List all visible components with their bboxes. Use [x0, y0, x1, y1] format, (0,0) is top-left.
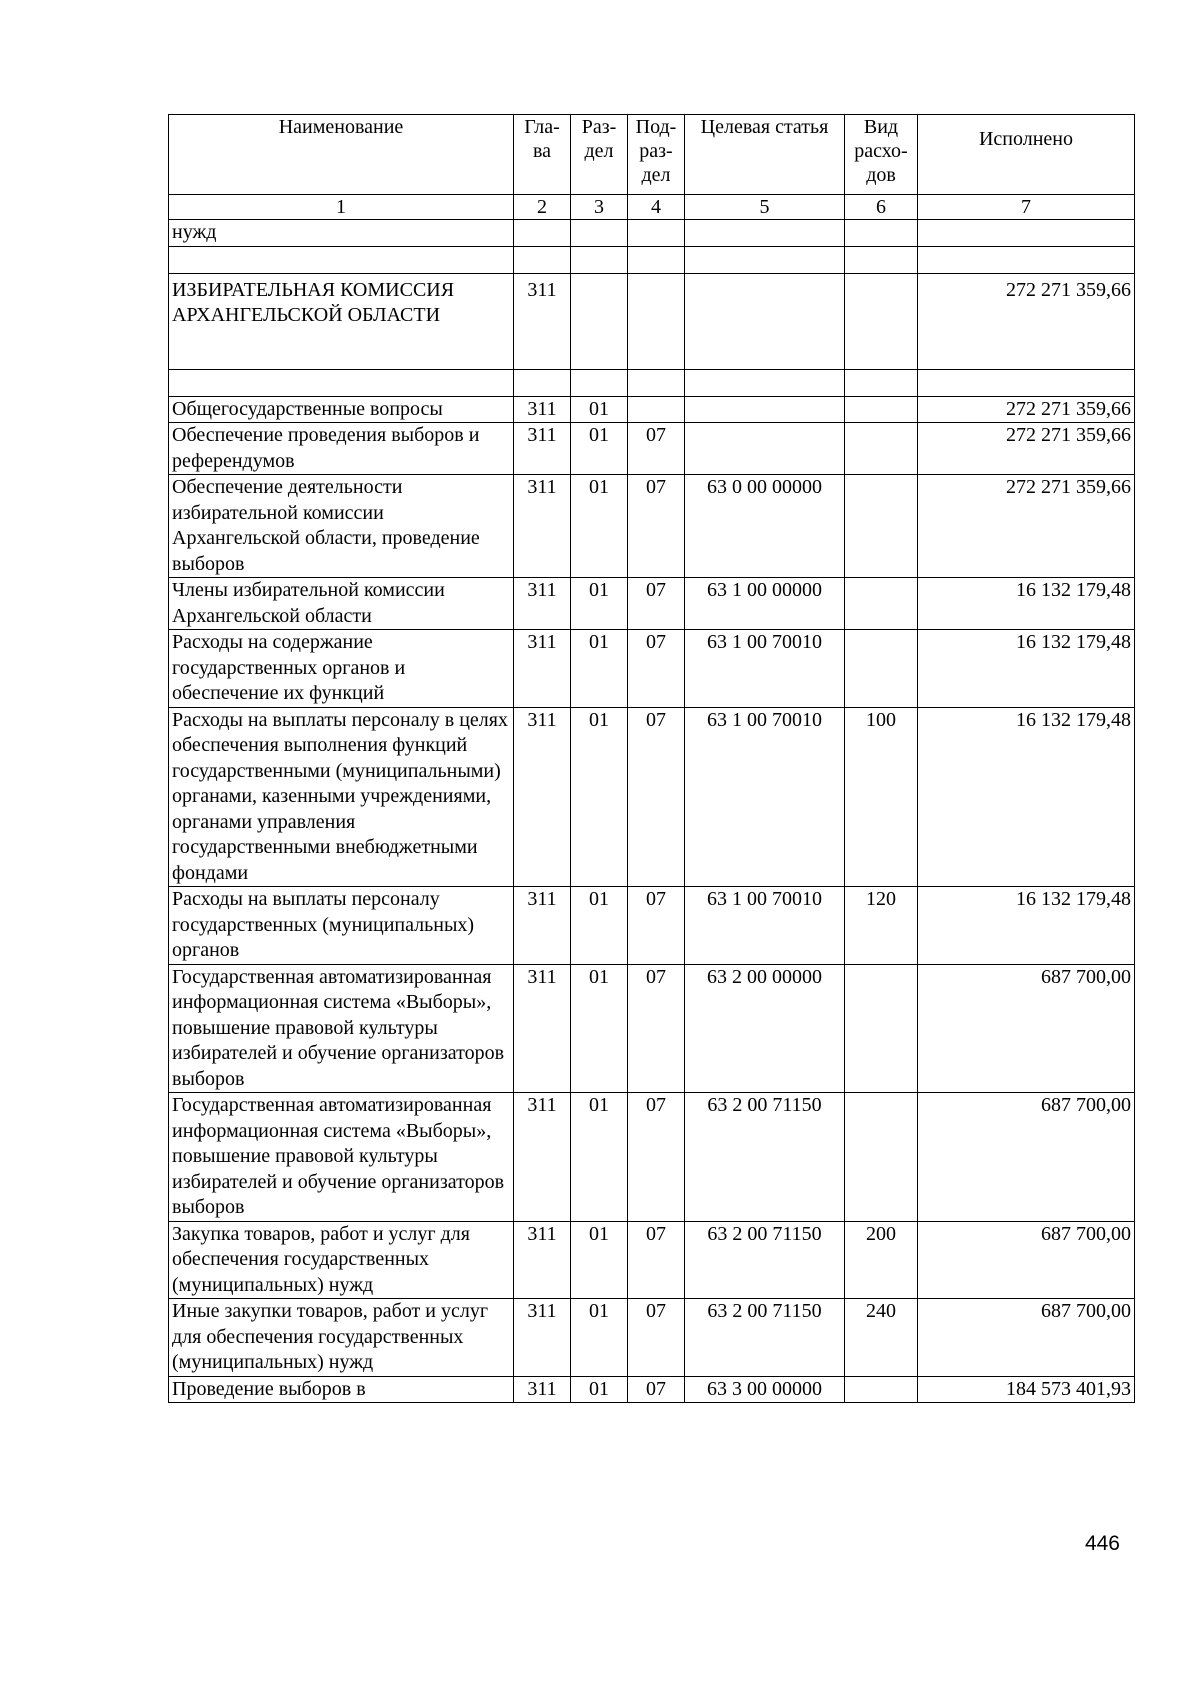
row-target-article — [685, 396, 845, 423]
row-target-article: 63 2 00 71150 — [685, 1093, 845, 1222]
row-target-article — [685, 220, 845, 247]
row-name: нужд — [169, 220, 514, 247]
column-number: 3 — [571, 195, 628, 220]
column-number: 6 — [845, 195, 918, 220]
row-amount: 687 700,00 — [918, 964, 1135, 1093]
row-podrazdel: 07 — [628, 1299, 685, 1377]
column-number: 4 — [628, 195, 685, 220]
column-number: 5 — [685, 195, 845, 220]
row-amount: 184 573 401,93 — [918, 1376, 1135, 1403]
row-name: Общегосударственные вопросы — [169, 396, 514, 423]
row-glava: 311 — [514, 1221, 571, 1299]
row-glava: 311 — [514, 475, 571, 578]
budget-execution-table — [168, 114, 1135, 1403]
row-target-article: 63 0 00 00000 — [685, 475, 845, 578]
row-target-article — [685, 369, 845, 396]
table-row — [169, 1376, 1135, 1403]
row-expense-type — [845, 964, 918, 1093]
row-target-article: 63 1 00 70010 — [685, 707, 845, 887]
row-expense-type — [845, 578, 918, 630]
row-glava — [514, 220, 571, 247]
header-target-article: Целевая статья — [685, 115, 845, 195]
row-razdel: 01 — [571, 475, 628, 578]
table-row — [169, 220, 1135, 247]
column-number: 2 — [514, 195, 571, 220]
header-glava: Гла- ва — [514, 115, 571, 195]
table-row — [169, 578, 1135, 630]
row-expense-type: 100 — [845, 707, 918, 887]
row-target-article: 63 2 00 00000 — [685, 964, 845, 1093]
header-podrazdel: Под- раз- дел — [628, 115, 685, 195]
row-name: Расходы на содержание государственных органов и обеспечение их функций — [169, 630, 514, 708]
column-number: 7 — [918, 195, 1135, 220]
header-name: Наименование — [169, 115, 514, 195]
row-razdel: 01 — [571, 630, 628, 708]
row-amount: 16 132 179,48 — [918, 707, 1135, 887]
row-name: Проведение выборов в — [169, 1376, 514, 1403]
header-expense-type: Вид расхо- дов — [845, 115, 918, 195]
row-name: Государственная автоматизированная информационная система «Выборы», повышение правовой культуры избирателей и обучение организаторов выборов — [169, 1093, 514, 1222]
row-podrazdel: 07 — [628, 475, 685, 578]
table-row — [169, 887, 1135, 965]
row-podrazdel: 07 — [628, 578, 685, 630]
row-podrazdel: 07 — [628, 1376, 685, 1403]
row-expense-type: 120 — [845, 887, 918, 965]
table-row — [169, 964, 1135, 1093]
row-glava: 311 — [514, 707, 571, 887]
row-razdel: 01 — [571, 423, 628, 475]
row-amount: 272 271 359,66 — [918, 423, 1135, 475]
row-razdel: 01 — [571, 396, 628, 423]
row-glava: 311 — [514, 396, 571, 423]
row-name: Расходы на выплаты персоналу государственных (муниципальных) органов — [169, 887, 514, 965]
row-glava: 311 — [514, 964, 571, 1093]
row-target-article: 63 1 00 00000 — [685, 578, 845, 630]
row-podrazdel — [628, 220, 685, 247]
row-expense-type — [845, 423, 918, 475]
row-podrazdel: 07 — [628, 964, 685, 1093]
row-podrazdel: 07 — [628, 1221, 685, 1299]
row-expense-type — [845, 1093, 918, 1222]
row-glava: 311 — [514, 1299, 571, 1377]
table-row — [169, 1299, 1135, 1377]
row-expense-type — [845, 246, 918, 273]
row-expense-type — [845, 369, 918, 396]
row-glava: 311 — [514, 273, 571, 369]
table-row — [169, 423, 1135, 475]
row-name: Члены избирательной комиссии Архангельской области — [169, 578, 514, 630]
row-amount — [918, 369, 1135, 396]
row-glava: 311 — [514, 630, 571, 708]
row-glava: 311 — [514, 1376, 571, 1403]
row-name: Закупка товаров, работ и услуг для обеспечения государственных (муниципальных) нужд — [169, 1221, 514, 1299]
row-glava — [514, 246, 571, 273]
row-amount — [918, 246, 1135, 273]
row-name — [169, 246, 514, 273]
row-amount: 272 271 359,66 — [918, 273, 1135, 369]
table-row — [169, 630, 1135, 708]
row-name: Обеспечение проведения выборов и референдумов — [169, 423, 514, 475]
row-podrazdel — [628, 273, 685, 369]
row-target-article — [685, 246, 845, 273]
row-razdel: 01 — [571, 1221, 628, 1299]
row-razdel: 01 — [571, 964, 628, 1093]
row-expense-type: 240 — [845, 1299, 918, 1377]
page-number: 446 — [1084, 1532, 1120, 1555]
table-row — [169, 475, 1135, 578]
row-expense-type — [845, 475, 918, 578]
column-number: 1 — [169, 195, 514, 220]
table-row — [169, 707, 1135, 887]
table-row — [169, 246, 1135, 273]
row-razdel: 01 — [571, 1376, 628, 1403]
row-razdel: 01 — [571, 578, 628, 630]
row-razdel: 01 — [571, 1093, 628, 1222]
row-podrazdel — [628, 396, 685, 423]
row-podrazdel: 07 — [628, 707, 685, 887]
row-target-article: 63 3 00 00000 — [685, 1376, 845, 1403]
row-razdel: 01 — [571, 887, 628, 965]
row-amount: 687 700,00 — [918, 1299, 1135, 1377]
row-glava: 311 — [514, 887, 571, 965]
row-target-article: 63 1 00 70010 — [685, 630, 845, 708]
row-amount: 16 132 179,48 — [918, 887, 1135, 965]
row-podrazdel: 07 — [628, 423, 685, 475]
row-target-article — [685, 423, 845, 475]
row-razdel — [571, 273, 628, 369]
row-name: Иные закупки товаров, работ и услуг для обеспечения государственных (муниципальных) нужд — [169, 1299, 514, 1377]
row-target-article: 63 2 00 71150 — [685, 1299, 845, 1377]
row-razdel: 01 — [571, 1299, 628, 1377]
column-number-row — [169, 195, 1135, 220]
header-razdel: Раз- дел — [571, 115, 628, 195]
row-expense-type — [845, 273, 918, 369]
row-name: ИЗБИРАТЕЛЬНАЯ КОМИССИЯ АРХАНГЕЛЬСКОЙ ОБЛАСТИ — [169, 273, 514, 369]
header-executed: Исполнено — [918, 115, 1135, 195]
table-header-row — [169, 115, 1135, 195]
row-expense-type: 200 — [845, 1221, 918, 1299]
row-expense-type — [845, 630, 918, 708]
table-row — [169, 1093, 1135, 1222]
row-podrazdel: 07 — [628, 630, 685, 708]
row-podrazdel: 07 — [628, 887, 685, 965]
row-target-article: 63 2 00 71150 — [685, 1221, 845, 1299]
table-row — [169, 369, 1135, 396]
row-glava — [514, 369, 571, 396]
row-amount: 272 271 359,66 — [918, 475, 1135, 578]
row-name: Расходы на выплаты персоналу в целях обеспечения выполнения функций государственными (муниципальными) органами, казенными учреждениями, органами управления государственными внебюджетными фондами — [169, 707, 514, 887]
row-razdel — [571, 369, 628, 396]
row-amount: 687 700,00 — [918, 1221, 1135, 1299]
row-amount: 16 132 179,48 — [918, 578, 1135, 630]
row-target-article — [685, 273, 845, 369]
row-target-article: 63 1 00 70010 — [685, 887, 845, 965]
row-glava: 311 — [514, 578, 571, 630]
row-podrazdel: 07 — [628, 1093, 685, 1222]
table-row — [169, 273, 1135, 369]
row-name — [169, 369, 514, 396]
row-amount: 272 271 359,66 — [918, 396, 1135, 423]
row-name: Обеспечение деятельности избирательной комиссии Архангельской области, проведение выборов — [169, 475, 514, 578]
table-row — [169, 396, 1135, 423]
row-expense-type — [845, 220, 918, 247]
row-podrazdel — [628, 369, 685, 396]
row-podrazdel — [628, 246, 685, 273]
row-amount — [918, 220, 1135, 247]
row-amount: 16 132 179,48 — [918, 630, 1135, 708]
row-razdel — [571, 246, 628, 273]
row-name: Государственная автоматизированная информационная система «Выборы», повышение правовой культуры избирателей и обучение организаторов выборов — [169, 964, 514, 1093]
row-glava: 311 — [514, 423, 571, 475]
row-expense-type — [845, 396, 918, 423]
row-razdel — [571, 220, 628, 247]
table-row — [169, 1221, 1135, 1299]
row-amount: 687 700,00 — [918, 1093, 1135, 1222]
row-glava: 311 — [514, 1093, 571, 1222]
row-razdel: 01 — [571, 707, 628, 887]
row-expense-type — [845, 1376, 918, 1403]
